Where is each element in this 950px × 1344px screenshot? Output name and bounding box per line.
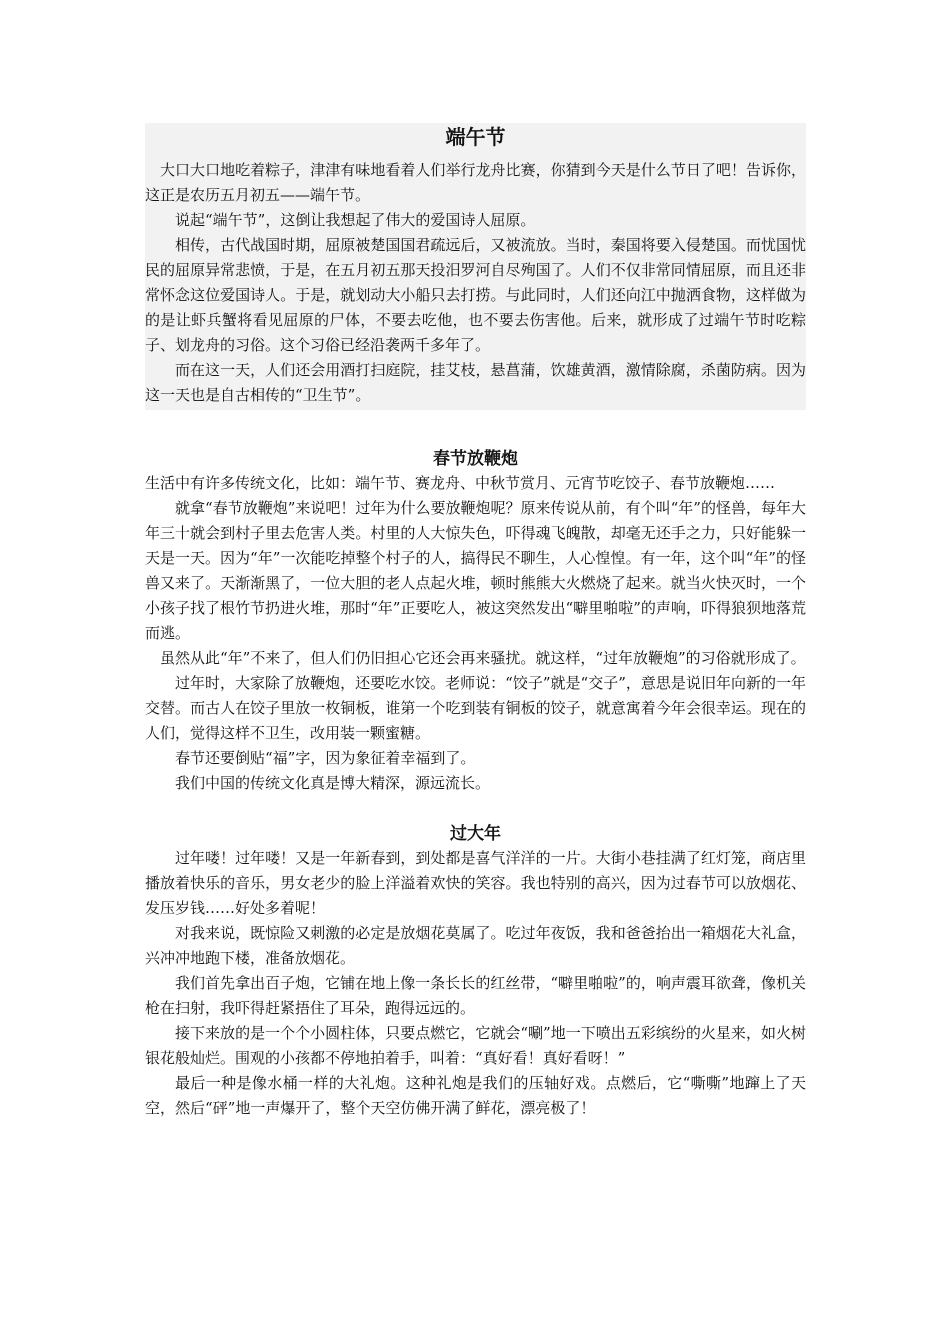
- paragraph: 说起“端午节”，这倒让我想起了伟大的爱国诗人屈原。: [175, 211, 536, 229]
- essay-title: 过大年: [450, 824, 501, 844]
- paragraph: 就拿“春节放鞭炮”来说吧！过年为什么要放鞭炮呢？原来传说从前，有个叫“年”的怪兽，每年大年三十就会到村子里去危害人类。村里的人大惊失色，吓得魂飞魄散，却毫无还手之力，只好能躲一天是一天。因为“年”一次能吃掉整个村子的人，搞得民不聊生，人心惶惶。有一年，这个叫“年”的怪兽又来了。天渐渐黑了，一位大胆的老人点起火堆，顿时熊熊大火燃烧了起来。就当火快灭时，一个小孩子找了根竹节扔进火堆，那时“年”正要吃人，被这突然发出“噼里啪啦”的声响，吓得狼狈地落荒而逃。: [145, 499, 806, 642]
- paragraph: 大口大口地吃着粽子，津津有味地看着人们举行龙舟比赛，你猜到今天是什么节日了吧！告诉你，这正是农历五月初五——端午节。: [145, 161, 806, 204]
- essay-title: 春节放鞭炮: [433, 449, 518, 469]
- essay-guodanian: [145, 822, 806, 1121]
- paragraph: 虽然从此“年”不来了，但人们仍旧担心它还会再来骚扰。就这样，“过年放鞭炮”的习俗就形成了。: [160, 649, 806, 667]
- paragraph: 春节还要倒贴“福”字，因为象征着幸福到了。: [175, 749, 476, 767]
- paragraph: 我们首先拿出百子炮，它铺在地上像一条长长的红丝带，“噼里啪啦”的，响声震耳欲聋，像机关枪在扫射，我吓得赶紧捂住了耳朵，跑得远远的。: [145, 974, 806, 1017]
- paragraph: 过年喽！过年喽！又是一年新春到，到处都是喜气洋洋的一片。大街小巷挂满了红灯笼，商店里播放着快乐的音乐，男女老少的脸上洋溢着欢快的笑容。我也特别的高兴，因为过春节可以放烟花、发压岁钱……好处多着呢！: [145, 849, 806, 917]
- paragraph: 最后一种是像水桶一样的大礼炮。这种礼炮是我们的压轴好戏。点燃后，它“嘶嘶”地蹿上了天空，然后“砰”地一声爆开了，整个天空仿佛开满了鲜花，漂亮极了！: [145, 1074, 806, 1117]
- paragraph: 接下来放的是一个个小圆柱体，只要点燃它，它就会“唰”地一下喷出五彩缤纷的火星来，如火树银花般灿烂。围观的小孩都不停地拍着手，叫着：“真好看！真好看呀！”: [145, 1024, 806, 1067]
- paragraph: 相传，古代战国时期，屈原被楚国国君疏远后，又被流放。当时，秦国将要入侵楚国。而忧国忧民的屈原异常悲愤，于是，在五月初五那天投汨罗河自尽殉国了。人们不仅非常同情屈原，而且还非常怀念这位爱国诗人。于是，就划动大小船只去打捞。与此同时，人们还向江中抛洒食物，这样做为的是让虾兵蟹将看见屈原的尸体，不要去吃他，也不要去伤害他。后来，就形成了过端午节时吃粽子、划龙舟的习俗。这个习俗已经沿袭两千多年了。: [145, 236, 806, 354]
- paragraph: 我们中国的传统文化真是博大精深，源远流长。: [175, 774, 491, 792]
- essay-title: 端午节: [445, 125, 506, 149]
- essay-duanwu: [145, 123, 806, 410]
- paragraph: 对我来说，既惊险又刺激的必定是放烟花莫属了。吃过年夜饭，我和爸爸抬出一箱烟花大礼盒，兴冲冲地跑下楼，准备放烟花。: [145, 924, 806, 967]
- paragraph: 过年时，大家除了放鞭炮，还要吃水饺。老师说：“饺子”就是“交子”，意思是说旧年向新的一年交替。而古人在饺子里放一枚铜板，谁第一个吃到装有铜板的饺子，就意寓着今年会很幸运。现在的人们，觉得这样不卫生，改用装一颗蜜糖。: [145, 674, 806, 742]
- paragraph: 而在这一天，人们还会用酒打扫庭院，挂艾枝，悬菖蒲，饮雄黄酒，激情除腐，杀菌防病。因为这一天也是自古相传的“卫生节”。: [145, 361, 806, 404]
- paragraph: 生活中有许多传统文化，比如：端午节、赛龙舟、中秋节赏月、元宵节吃饺子、春节放鞭炮……: [145, 474, 776, 492]
- essay-chunjie: [145, 447, 806, 796]
